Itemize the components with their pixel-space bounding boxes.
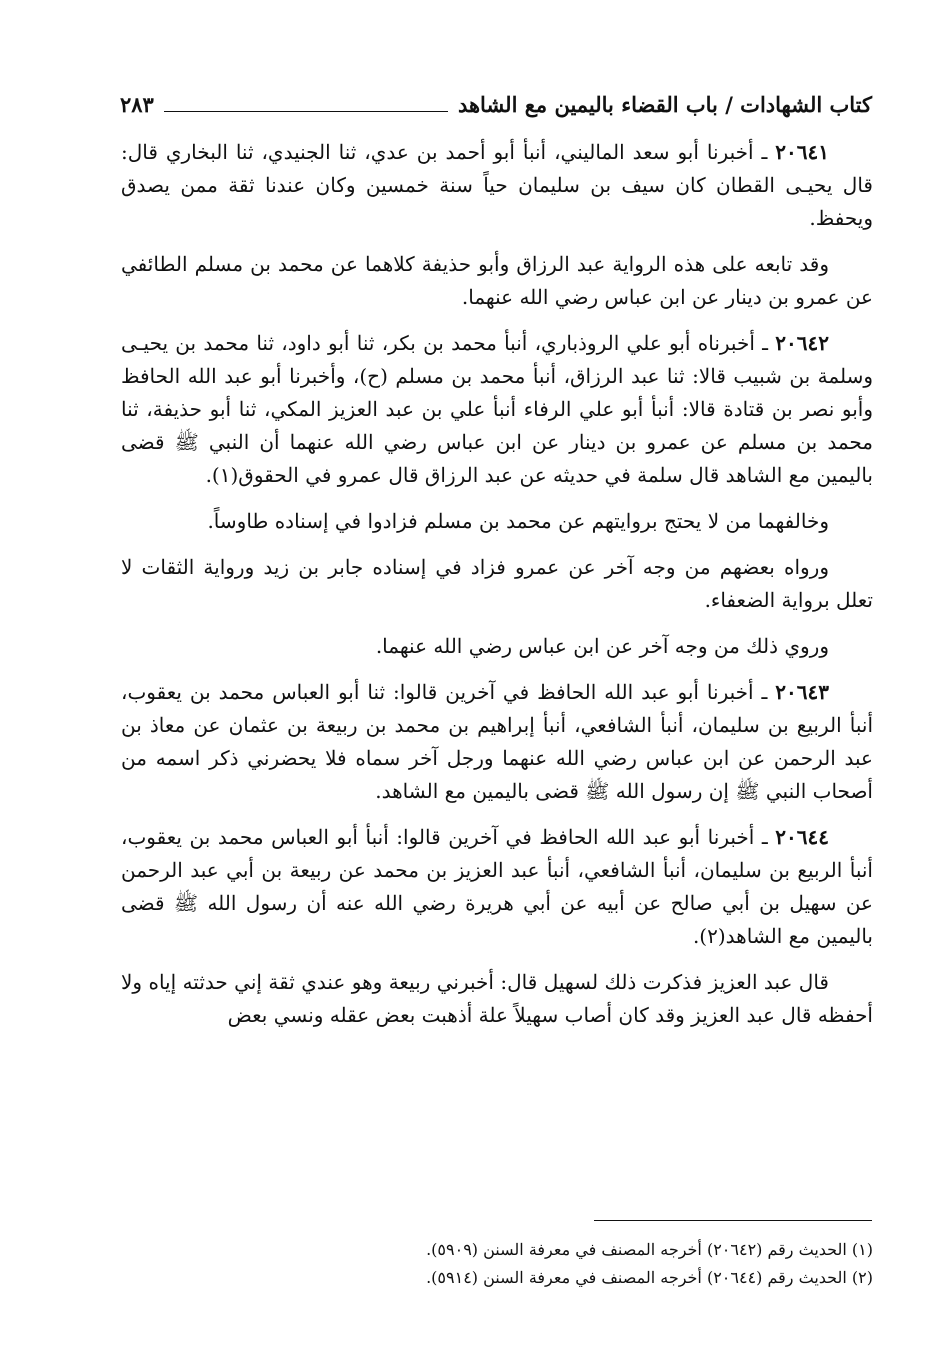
header-title: كتاب الشهادات / باب القضاء باليمين مع الشاهد xyxy=(457,92,872,117)
hadith-number: ٢٠٦٤١ xyxy=(775,140,829,164)
paragraph-hadith-20641 xyxy=(121,136,873,235)
hadith-number: ٢٠٦٤٣ xyxy=(775,680,829,704)
paragraph-commentary xyxy=(121,630,873,663)
paragraph-text: ـ أخبرنا أبو عبد الله الحافظ في آخرين قالوا: أنبأ أبو العباس محمد بن يعقوب، أنبأ الربيع بن سليمان، أنبأ الشافعي، أنبأ عبد العزيز بن محمد عن ربيعة بن أبي عبد الرحمن عن سهيل بن أبي صالح عن أبيه عن أبي هريرة رضي الله عنه أن رسول الله ﷺ قضى باليمين مع الشاهد(٢). xyxy=(121,825,873,948)
paragraph-commentary xyxy=(121,505,873,538)
paragraph-hadith-20643 xyxy=(121,676,873,808)
hadith-number: ٢٠٦٤٤ xyxy=(775,825,829,849)
paragraph-hadith-20642 xyxy=(121,327,873,492)
paragraph-text: وروي ذلك من وجه آخر عن ابن عباس رضي الله عنهما. xyxy=(375,634,829,658)
footnotes xyxy=(121,1236,873,1292)
paragraph-text: قال عبد العزيز فذكرت ذلك لسهيل قال: أخبرني ربيعة وهو عندي ثقة إني حدثته إياه ولا أحفظه قال عبد العزيز وقد كان أصاب سهيلاً علة أذهبت بعض عقله ونسي بعض xyxy=(121,970,873,1027)
running-header xyxy=(120,86,872,120)
paragraph-text: ـ أخبرنا أبو عبد الله الحافظ في آخرين قالوا: ثنا أبو العباس محمد بن يعقوب، أنبأ الربيع بن سليمان، أنبأ الشافعي، أنبأ إبراهيم بن محمد بن ربيعة بن عثمان عن معاذ بن عبد الرحمن عن ابن عباس رضي الله عنهما ورجل آخر سماه فلا يحضرني ذكر اسمه من أصحاب النبي ﷺ إن رسول الله ﷺ قضى باليمين مع الشاهد. xyxy=(121,680,873,803)
footnote-2: (٢) الحديث رقم (٢٠٦٤٤) أخرجه المصنف في معرفة السنن (٥٩١٤). xyxy=(426,1268,873,1287)
paragraph-text: وقد تابعه على هذه الرواية عبد الرزاق وأبو حذيفة كلاهما عن محمد بن مسلم الطائفي عن عمرو بن دينار عن ابن عباس رضي الله عنهما. xyxy=(121,252,873,309)
footnote-1: (١) الحديث رقم (٢٠٦٤٢) أخرجه المصنف في معرفة السنن (٥٩٠٩). xyxy=(426,1240,873,1259)
paragraph-commentary xyxy=(121,551,873,617)
paragraph-text: ـ أخبرناه أبو علي الروذباري، أنبأ محمد بن بكر، ثنا أبو داود، ثنا محمد بن يحيـى وسلمة بن شبيب قالا: ثنا عبد الرزاق، أنبأ محمد بن مسلم (ح)، وأخبرنا أبو عبد الله الحافظ وأبو نصر بن قتادة قالا: أنبأ أبو علي الرفاء أنبأ علي بن عبد العزيز المكي، ثنا أبو حذيفة، ثنا محمد بن مسلم عن عمرو بن دينار عن ابن عباس رضي الله عنهما أن النبي ﷺ قضى باليمين مع الشاهد قال سلمة في حديثه عن عبد الرزاق قال عمرو في الحقوق(١). xyxy=(121,331,873,487)
header-rule xyxy=(164,111,448,112)
paragraph-text: ـ أخبرنا أبو سعد الماليني، أنبأ أبو أحمد بن عدي، ثنا الجنيدي، ثنا البخاري قال: قال يحيـى القطان كان سيف بن سليمان حياً سنة خمسين وكان عندنا ثقة ممن يصدق ويحفظ. xyxy=(121,140,873,230)
footnote-divider xyxy=(594,1220,872,1221)
paragraph-commentary xyxy=(121,248,873,314)
page-number: ٢٨٣ xyxy=(120,92,154,117)
paragraph-text: ورواه بعضهم من وجه آخر عن عمرو فزاد في إسناده جابر بن زيد ورواية الثقات لا تعلل برواية الضعفاء. xyxy=(121,555,873,612)
main-text xyxy=(121,136,873,1045)
paragraph-hadith-20644 xyxy=(121,821,873,953)
hadith-number: ٢٠٦٤٢ xyxy=(775,331,829,355)
paragraph-text: وخالفهما من لا يحتج بروايتهم عن محمد بن مسلم فزادوا في إسناده طاوساً. xyxy=(207,509,829,533)
paragraph-commentary xyxy=(121,966,873,1032)
